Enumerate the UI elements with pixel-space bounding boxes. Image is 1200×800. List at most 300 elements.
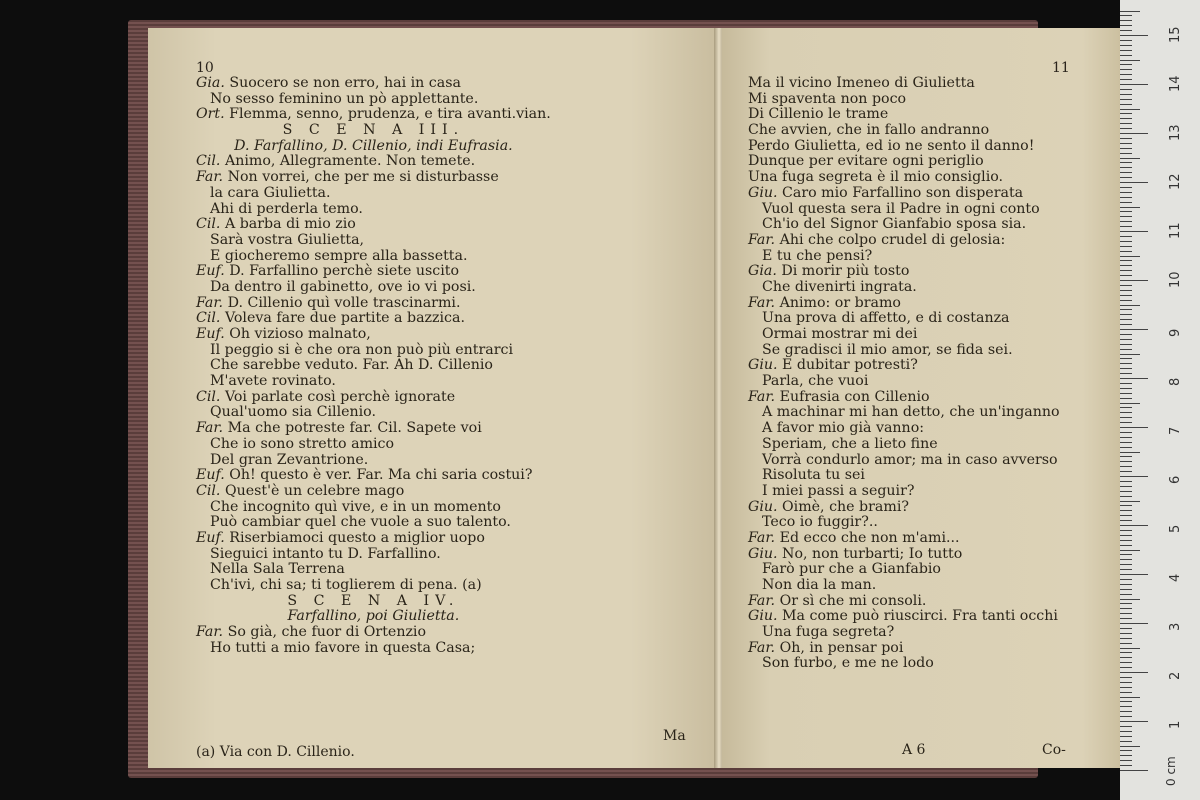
text-line xyxy=(748,500,1060,516)
ruler-tick xyxy=(1120,432,1132,433)
text-block xyxy=(748,76,1060,672)
line-text: Flemma, senno, prudenza, e tira avanti.vian. xyxy=(229,106,551,123)
line-text: Che incognito quì vive, e in un momento xyxy=(210,498,501,515)
text-line xyxy=(196,280,551,296)
ruler-tick xyxy=(1120,589,1132,590)
text-line xyxy=(196,202,551,218)
ruler-tick xyxy=(1120,182,1148,183)
ruler-tick xyxy=(1120,603,1132,604)
ruler-tick xyxy=(1120,202,1132,203)
ruler-tick xyxy=(1120,275,1132,276)
text-block xyxy=(196,76,551,656)
ruler-unit-label: 0 cm xyxy=(1164,756,1178,786)
ruler-tick xyxy=(1120,496,1132,497)
text-line xyxy=(748,468,1060,484)
line-text: Teco io fuggir?.. xyxy=(762,514,878,531)
ruler-tick xyxy=(1120,104,1132,105)
line-text: Ma il vicino Imeneo di Giulietta xyxy=(748,75,975,91)
ruler-tick xyxy=(1120,138,1132,139)
ruler-tick xyxy=(1120,746,1140,747)
ruler-tick xyxy=(1120,731,1132,732)
ruler-tick xyxy=(1120,540,1132,541)
ruler-tick xyxy=(1120,584,1132,585)
ruler-tick xyxy=(1120,300,1132,301)
line-text: Vuol questa sera il Padre in ogni conto xyxy=(762,200,1040,217)
ruler-tick xyxy=(1120,69,1132,70)
text-line xyxy=(748,578,1060,594)
speaker-name: Gia. xyxy=(196,75,230,91)
ruler-tick xyxy=(1120,79,1132,80)
text-line xyxy=(196,500,551,516)
text-line xyxy=(748,107,1060,123)
ruler-tick xyxy=(1120,128,1132,129)
ruler-tick xyxy=(1120,207,1140,208)
scale-ruler xyxy=(1120,0,1200,800)
text-line xyxy=(196,107,551,123)
line-text: Ma come può riuscirci. Fra tanti occhi xyxy=(782,608,1058,625)
speaker-name: Giu. xyxy=(748,545,783,562)
line-text: S C E N A III. xyxy=(282,122,465,139)
ruler-tick xyxy=(1120,427,1148,428)
line-text: Sieguici intanto tu D. Farfallino. xyxy=(210,545,441,562)
ruler-tick xyxy=(1120,535,1132,536)
right-page xyxy=(722,28,1122,768)
scene-heading xyxy=(196,594,551,610)
line-text: Dunque per evitare ogni periglio xyxy=(748,153,984,170)
line-text: Eufrasia con Cillenio xyxy=(779,388,930,405)
text-line xyxy=(748,390,1060,406)
scene-heading xyxy=(196,123,551,139)
ruler-tick xyxy=(1120,687,1132,688)
ruler-tick xyxy=(1120,45,1132,46)
ruler-number: 9 xyxy=(1168,328,1183,337)
ruler-tick xyxy=(1120,403,1140,404)
line-text: E giocheremo sempre alla bassetta. xyxy=(210,247,468,264)
ruler-tick xyxy=(1120,172,1132,173)
line-text: Di morir più tosto xyxy=(781,263,910,280)
ruler-tick xyxy=(1120,672,1148,673)
ruler-tick xyxy=(1120,711,1132,712)
text-line xyxy=(748,594,1060,610)
ruler-tick xyxy=(1120,324,1132,325)
text-line xyxy=(748,280,1060,296)
text-line xyxy=(748,421,1060,437)
ruler-tick xyxy=(1120,368,1132,369)
line-text: Una fuga segreta è il mio consiglio. xyxy=(748,169,1004,186)
page-number: 10 xyxy=(196,60,214,76)
line-text: Suocero se non erro, hai in casa xyxy=(229,75,461,91)
ruler-tick xyxy=(1120,373,1132,374)
line-text: Ho tutti a mio favore in questa Casa; xyxy=(210,639,476,656)
speaker-name: Giu. xyxy=(748,498,783,515)
ruler-tick xyxy=(1120,618,1132,619)
ruler-tick xyxy=(1120,55,1132,56)
line-text: No, non turbarti; Io tutto xyxy=(782,545,963,562)
line-text: Sarà vostra Giulietta, xyxy=(210,231,365,248)
line-text: Parla, che vuoi xyxy=(762,373,869,390)
ruler-tick xyxy=(1120,697,1140,698)
signature-mark: A 6 xyxy=(902,742,926,758)
ruler-tick xyxy=(1120,486,1132,487)
ruler-tick xyxy=(1120,319,1132,320)
ruler-tick xyxy=(1120,143,1132,144)
ruler-tick xyxy=(1120,456,1132,457)
ruler-tick xyxy=(1120,491,1132,492)
text-line xyxy=(748,343,1060,359)
line-text: E dubitar potresti? xyxy=(782,357,918,374)
text-line xyxy=(748,531,1060,547)
page-number: 11 xyxy=(1052,60,1070,76)
text-line xyxy=(196,405,551,421)
ruler-tick xyxy=(1120,339,1132,340)
ruler-tick xyxy=(1120,662,1132,663)
ruler-tick xyxy=(1120,265,1132,266)
text-line xyxy=(748,170,1060,186)
ruler-tick xyxy=(1120,515,1132,516)
ruler-tick xyxy=(1120,123,1132,124)
text-line xyxy=(748,264,1060,280)
line-text: Che avvien, che in fallo andranno xyxy=(748,122,990,139)
ruler-tick xyxy=(1120,187,1132,188)
ruler-tick xyxy=(1120,309,1132,310)
ruler-tick xyxy=(1120,692,1132,693)
ruler-number: 4 xyxy=(1168,573,1183,582)
ruler-tick xyxy=(1120,677,1132,678)
ruler-tick xyxy=(1120,638,1132,639)
ruler-tick xyxy=(1120,422,1132,423)
text-line xyxy=(748,327,1060,343)
line-text: A machinar mi han detto, che un'inganno xyxy=(762,404,1060,421)
ruler-tick xyxy=(1120,530,1132,531)
speaker-name: Far. xyxy=(196,169,228,186)
ruler-tick xyxy=(1120,226,1132,227)
ruler-number: 14 xyxy=(1168,75,1183,92)
line-text: Nella Sala Terrena xyxy=(210,561,345,578)
text-line xyxy=(196,343,551,359)
line-text: Farfallino, poi Giulietta. xyxy=(287,608,460,625)
text-line xyxy=(748,311,1060,327)
line-text: Il peggio si è che ora non può più entrarci xyxy=(210,341,514,358)
ruler-number: 2 xyxy=(1168,671,1183,680)
ruler-tick xyxy=(1120,741,1132,742)
text-line xyxy=(748,437,1060,453)
text-line xyxy=(196,515,551,531)
ruler-tick xyxy=(1120,559,1132,560)
ruler-tick xyxy=(1120,84,1148,85)
text-line xyxy=(748,547,1060,563)
text-line xyxy=(196,578,551,594)
ruler-tick xyxy=(1120,579,1132,580)
text-line xyxy=(196,170,551,186)
line-text: D. Cillenio quì volle trascinarmi. xyxy=(227,294,461,311)
line-text: Oh! questo è ver. Far. Ma chi saria costui? xyxy=(229,467,533,484)
line-text: Che divenirti ingrata. xyxy=(762,278,917,295)
text-line xyxy=(748,139,1060,155)
text-line xyxy=(748,562,1060,578)
speaker-name: Far. xyxy=(748,388,780,405)
ruler-tick xyxy=(1120,447,1132,448)
speaker-name: Euf. xyxy=(196,263,230,280)
ruler-tick xyxy=(1120,770,1148,771)
line-text: Ahi che colpo crudel di gelosia: xyxy=(779,231,1006,248)
book xyxy=(128,20,1070,778)
ruler-tick xyxy=(1120,50,1132,51)
ruler-tick xyxy=(1120,241,1132,242)
line-text: Qual'uomo sia Cillenio. xyxy=(210,404,376,421)
ruler-tick xyxy=(1120,256,1140,257)
text-line xyxy=(748,217,1060,233)
speaker-name: Far. xyxy=(748,639,780,656)
text-line xyxy=(748,249,1060,265)
text-line xyxy=(196,186,551,202)
ruler-tick xyxy=(1120,192,1132,193)
ruler-tick xyxy=(1120,648,1140,649)
text-line xyxy=(748,484,1060,500)
ruler-tick xyxy=(1120,236,1132,237)
line-text: Ahi di perderla temo. xyxy=(210,200,363,217)
ruler-tick xyxy=(1120,280,1148,281)
ruler-tick xyxy=(1120,344,1132,345)
line-text: I miei passi a seguir? xyxy=(762,482,915,499)
speaker-name: Gia. xyxy=(748,263,782,280)
line-text: Ma che potreste far. Cil. Sapete voi xyxy=(227,420,482,437)
speaker-name: Cil. xyxy=(196,310,225,327)
ruler-tick xyxy=(1120,133,1148,134)
line-text: Se gradisci il mio amor, se fida sei. xyxy=(762,341,1013,358)
text-line xyxy=(748,405,1060,421)
cast-list xyxy=(196,609,551,625)
ruler-tick xyxy=(1120,520,1132,521)
line-text: Oh, in pensar poi xyxy=(779,639,904,656)
text-line xyxy=(196,249,551,265)
speaker-name: Ort. xyxy=(196,106,230,123)
ruler-tick xyxy=(1120,60,1140,61)
line-text: Or sì che mi consoli. xyxy=(779,592,927,609)
ruler-tick xyxy=(1120,701,1132,702)
ruler-tick xyxy=(1120,35,1148,36)
text-line xyxy=(748,609,1060,625)
ruler-tick xyxy=(1120,682,1132,683)
ruler-tick xyxy=(1120,505,1132,506)
line-text: Una prova di affetto, e di costanza xyxy=(762,310,1010,327)
line-text: Non vorrei, che per me si disturbasse xyxy=(227,169,499,186)
ruler-tick xyxy=(1120,89,1132,90)
ruler-tick xyxy=(1120,285,1132,286)
ruler-tick xyxy=(1120,305,1140,306)
ruler-tick xyxy=(1120,594,1132,595)
ruler-tick xyxy=(1120,755,1132,756)
ruler-tick xyxy=(1120,476,1148,477)
ruler-tick xyxy=(1120,383,1132,384)
speaker-name: Far. xyxy=(748,231,780,248)
line-text: Speriam, che a lieto fine xyxy=(762,435,938,452)
ruler-tick xyxy=(1120,113,1132,114)
speaker-name: Giu. xyxy=(748,608,783,625)
line-text: Di Cillenio le trame xyxy=(748,106,889,123)
ruler-tick xyxy=(1120,667,1132,668)
line-text: Che sarebbe veduto. Far. Ah D. Cillenio xyxy=(210,357,493,374)
ruler-number: 12 xyxy=(1168,173,1183,190)
speaker-name: Euf. xyxy=(196,326,230,342)
ruler-number: 13 xyxy=(1168,124,1183,141)
text-line xyxy=(748,656,1060,672)
line-text: Quest'è un celebre mago xyxy=(224,482,405,499)
ruler-tick xyxy=(1120,251,1132,252)
line-text: E tu che pensi? xyxy=(762,247,873,264)
line-text: Una fuga segreta? xyxy=(762,624,895,641)
speaker-name: Far. xyxy=(748,294,780,311)
ruler-tick xyxy=(1120,550,1140,551)
text-line xyxy=(196,217,551,233)
speaker-name: Giu. xyxy=(748,357,783,374)
ruler-tick xyxy=(1120,153,1132,154)
ruler-tick xyxy=(1120,574,1148,575)
ruler-tick xyxy=(1120,329,1148,330)
line-text: Son furbo, e me ne lodo xyxy=(762,655,934,672)
ruler-tick xyxy=(1120,501,1140,502)
ruler-tick xyxy=(1120,564,1132,565)
text-line xyxy=(196,453,551,469)
line-text: Animo: or bramo xyxy=(779,294,901,311)
line-text: D. Farfallino perchè siete uscito xyxy=(229,263,460,280)
ruler-tick xyxy=(1120,162,1132,163)
ruler-tick xyxy=(1120,461,1132,462)
line-text: la cara Giulietta. xyxy=(210,184,331,201)
cast-list xyxy=(196,139,551,155)
speaker-name: Cil. xyxy=(196,388,225,405)
text-line xyxy=(196,625,551,641)
ruler-tick xyxy=(1120,74,1132,75)
ruler-tick xyxy=(1120,452,1140,453)
speaker-name: Cil. xyxy=(196,153,225,170)
text-line xyxy=(748,186,1060,202)
ruler-tick xyxy=(1120,260,1132,261)
ruler-tick xyxy=(1120,633,1132,634)
text-line xyxy=(748,296,1060,312)
text-line xyxy=(196,154,551,170)
ruler-tick xyxy=(1120,623,1148,624)
line-text: Ed ecco che non m'ami... xyxy=(779,529,960,546)
text-line xyxy=(748,202,1060,218)
speaker-name: Far. xyxy=(196,420,228,437)
text-line xyxy=(196,374,551,390)
ruler-tick xyxy=(1120,231,1148,232)
ruler-tick xyxy=(1120,109,1140,110)
speaker-name: Far. xyxy=(748,592,780,609)
ruler-number: 5 xyxy=(1168,524,1183,533)
ruler-tick xyxy=(1120,726,1132,727)
text-line xyxy=(748,358,1060,374)
line-text: A barba di mio zio xyxy=(224,216,356,233)
speaker-name: Euf. xyxy=(196,529,230,546)
text-line xyxy=(748,154,1060,170)
ruler-tick xyxy=(1120,525,1148,526)
line-text: Del gran Zevantrione. xyxy=(210,451,369,468)
text-line xyxy=(748,123,1060,139)
line-text: Mi spaventa non poco xyxy=(748,90,907,107)
ruler-tick xyxy=(1120,398,1132,399)
ruler-number: 1 xyxy=(1168,720,1183,729)
text-line xyxy=(196,92,551,108)
text-line xyxy=(196,547,551,563)
ruler-number: 7 xyxy=(1168,426,1183,435)
text-line xyxy=(196,311,551,327)
line-text: Risoluta tu sei xyxy=(762,467,865,484)
ruler-tick xyxy=(1120,599,1140,600)
ruler-number: 6 xyxy=(1168,475,1183,484)
line-text: Che io sono stretto amico xyxy=(210,435,395,452)
ruler-tick xyxy=(1120,613,1132,614)
ruler-tick xyxy=(1120,554,1132,555)
text-line xyxy=(196,562,551,578)
text-line xyxy=(748,92,1060,108)
line-text: Perdo Giulietta, ed io ne sento il danno! xyxy=(748,137,1035,154)
line-text: Vorrà condurlo amor; ma in caso avverso xyxy=(762,451,1058,468)
ruler-tick xyxy=(1120,510,1132,511)
left-page xyxy=(148,28,716,768)
ruler-tick xyxy=(1120,246,1132,247)
ruler-tick xyxy=(1120,652,1132,653)
text-line xyxy=(196,531,551,547)
speaker-name: Far. xyxy=(748,529,780,546)
ruler-tick xyxy=(1120,628,1132,629)
ruler-tick xyxy=(1120,25,1132,26)
ruler-tick xyxy=(1120,148,1132,149)
ruler-tick xyxy=(1120,466,1132,467)
text-line xyxy=(196,484,551,500)
ruler-tick xyxy=(1120,363,1132,364)
line-text: M'avete rovinato. xyxy=(210,373,336,390)
ruler-tick xyxy=(1120,765,1132,766)
ruler-tick xyxy=(1120,334,1132,335)
ruler-tick xyxy=(1120,736,1132,737)
ruler-tick xyxy=(1120,760,1132,761)
text-line xyxy=(196,233,551,249)
ruler-tick xyxy=(1120,290,1132,291)
text-line xyxy=(196,296,551,312)
ruler-number: 10 xyxy=(1168,271,1183,288)
ruler-tick xyxy=(1120,716,1132,717)
text-line xyxy=(196,76,551,92)
line-text: Voleva fare due partite a bazzica. xyxy=(224,310,465,327)
ruler-tick xyxy=(1120,314,1132,315)
ruler-tick xyxy=(1120,349,1132,350)
ruler-tick xyxy=(1120,40,1132,41)
text-line xyxy=(196,468,551,484)
ruler-tick xyxy=(1120,569,1132,570)
line-text: Farò pur che a Gianfabio xyxy=(762,561,941,578)
ruler-tick xyxy=(1120,393,1132,394)
footnote: (a) Via con D. Cillenio. xyxy=(196,744,355,760)
ruler-tick xyxy=(1120,221,1132,222)
text-line xyxy=(748,625,1060,641)
ruler-tick xyxy=(1120,15,1132,16)
text-line xyxy=(748,76,1060,92)
ruler-tick xyxy=(1120,358,1132,359)
line-text: Caro mio Farfallino son disperata xyxy=(782,184,1024,201)
text-line xyxy=(196,390,551,406)
ruler-tick xyxy=(1120,99,1132,100)
speaker-name: Far. xyxy=(196,624,228,641)
text-line xyxy=(196,264,551,280)
ruler-tick xyxy=(1120,417,1132,418)
line-text: Può cambiar quel che vuole a suo talento. xyxy=(210,514,511,531)
line-text: Ch'io del Signor Gianfabio sposa sia. xyxy=(762,216,1027,233)
speaker-name: Euf. xyxy=(196,467,230,484)
ruler-tick xyxy=(1120,407,1132,408)
ruler-tick xyxy=(1120,471,1132,472)
line-text: So già, che fuor di Ortenzio xyxy=(227,624,427,641)
